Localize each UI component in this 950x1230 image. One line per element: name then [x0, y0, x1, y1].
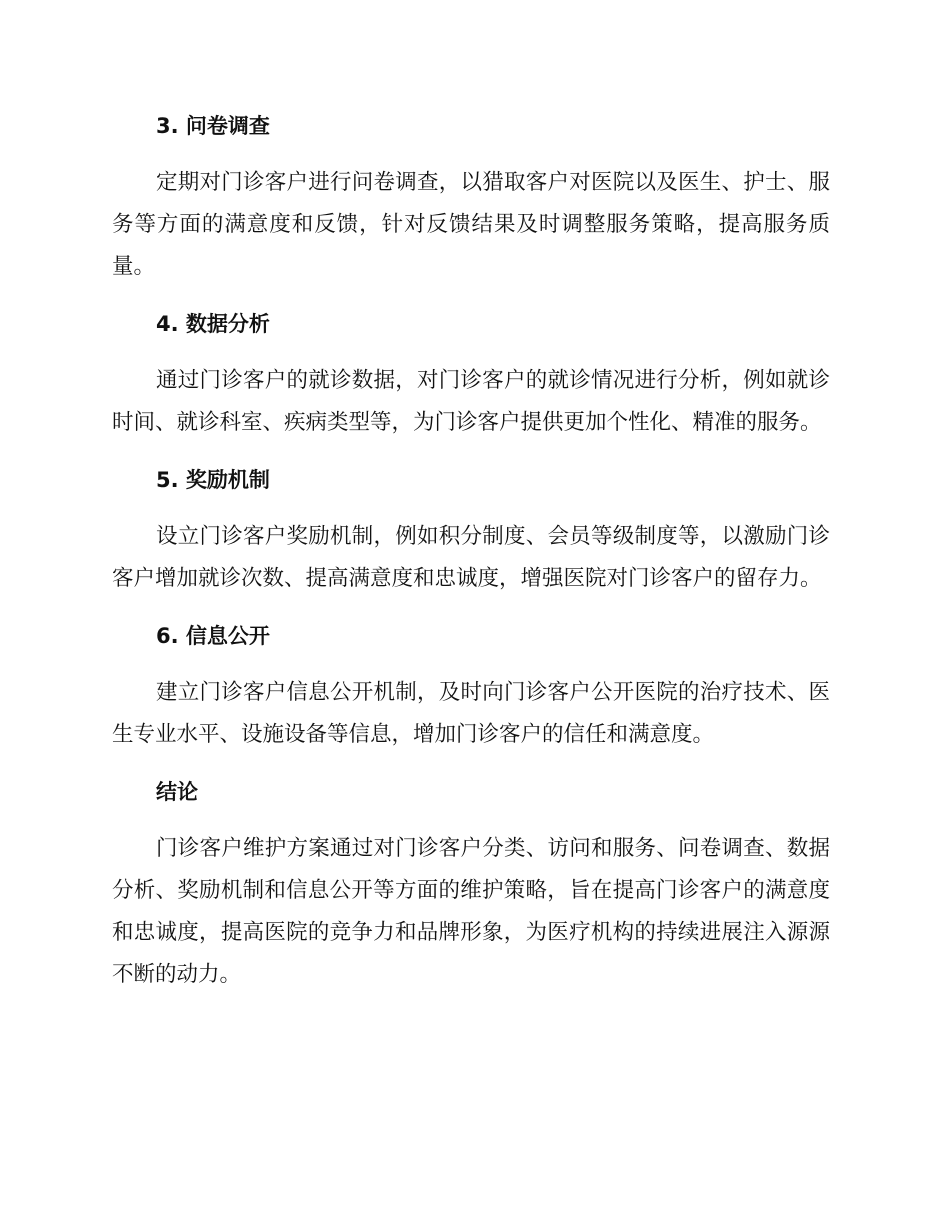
- section-heading-data-analysis: 4. 数据分析: [156, 312, 270, 336]
- section-body-questionnaire: 定期对门诊客户进行问卷调查，以猎取客户对医院以及医生、护士、服务等方面的满意度和反馈，针对反馈结果及时调整服务策略，提高服务质量。: [112, 170, 830, 279]
- section-body-conclusion: 门诊客户维护方案通过对门诊客户分类、访问和服务、问卷调查、数据分析、奖励机制和信息公开等方面的维护策略，旨在提高门诊客户的满意度和忠诚度，提高医院的竞争力和品牌形象，为医疗机构的持续进展注入源源不断的动力。: [112, 836, 830, 987]
- section-body-reward-mechanism: 设立门诊客户奖励机制，例如积分制度、会员等级制度等，以激励门诊客户增加就诊次数、提高满意度和忠诚度，增强医院对门诊客户的留存力。: [112, 524, 830, 591]
- section-heading-reward-mechanism: 5. 奖励机制: [156, 468, 270, 492]
- section-heading-conclusion: 结论: [156, 780, 198, 804]
- section-heading-info-disclosure: 6. 信息公开: [156, 624, 270, 648]
- section-heading-questionnaire: 3. 问卷调查: [156, 114, 270, 138]
- section-body-data-analysis: 通过门诊客户的就诊数据，对门诊客户的就诊情况进行分析，例如就诊时间、就诊科室、疾病类型等，为门诊客户提供更加个性化、精准的服务。: [112, 368, 830, 435]
- section-body-info-disclosure: 建立门诊客户信息公开机制，及时向门诊客户公开医院的治疗技术、医生专业水平、设施设备等信息，增加门诊客户的信任和满意度。: [112, 680, 830, 747]
